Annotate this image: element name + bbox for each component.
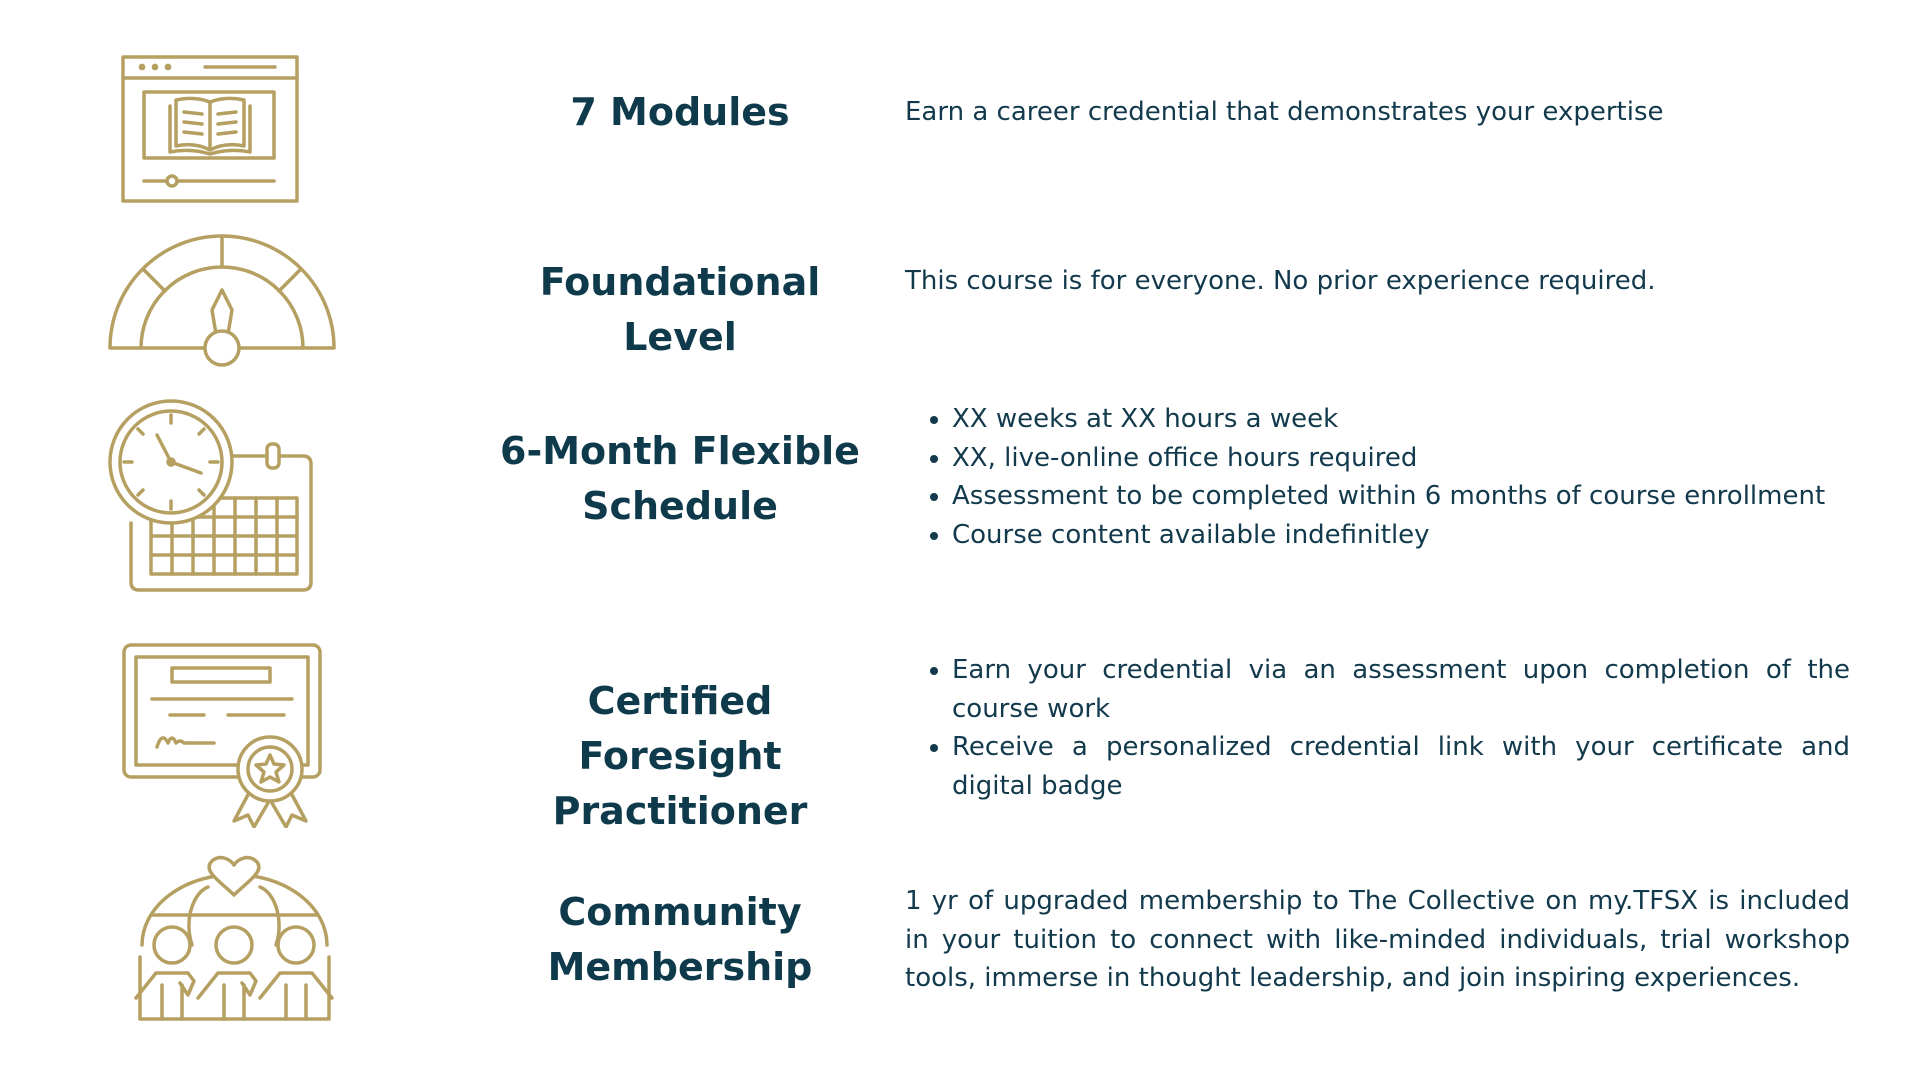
feature-bullet-list bbox=[905, 651, 1850, 805]
bullet-item: • Receive a personalized credential link with your certificate and digital badge bbox=[952, 728, 1850, 805]
bullet-item: • XX, live-online office hours required bbox=[952, 439, 1850, 478]
feature-title-line: 7 Modules bbox=[570, 90, 790, 134]
feature-title-line: Membership bbox=[547, 945, 813, 989]
feature-description-text: This course is for everyone. No prior experience required. bbox=[905, 266, 1656, 296]
online-course-book-icon bbox=[120, 54, 300, 204]
certificate-award-icon bbox=[122, 643, 322, 828]
feature-description bbox=[905, 262, 1850, 301]
feature-title bbox=[480, 255, 880, 365]
feature-title-line: 6-Month Flexible bbox=[500, 429, 860, 473]
bullet-item: • Assessment to be completed within 6 months of course enrollment bbox=[952, 477, 1850, 516]
feature-title-line: Schedule bbox=[582, 484, 778, 528]
feature-title bbox=[480, 85, 880, 140]
feature-title-line: Community bbox=[558, 890, 802, 934]
feature-bullet-list bbox=[905, 400, 1850, 554]
community-globe-heart-icon bbox=[132, 855, 337, 1023]
feature-description bbox=[905, 882, 1850, 998]
bullet-item: • XX weeks at XX hours a week bbox=[952, 400, 1850, 439]
feature-description bbox=[905, 93, 1850, 132]
gauge-meter-icon bbox=[107, 230, 337, 370]
feature-title-line: Certified Foresight bbox=[578, 679, 782, 778]
feature-description-text: 1 yr of upgraded membership to The Collective on my.TFSX is included in your tuition to connect with like-minded individuals, trial workshop tools, immerse in thought leadership, and join inspiring experiences. bbox=[905, 886, 1850, 993]
feature-title bbox=[480, 885, 880, 995]
bullet-item: • Course content available indefinitley bbox=[952, 516, 1850, 555]
feature-title bbox=[480, 424, 880, 534]
clock-calendar-icon bbox=[107, 398, 317, 593]
bullet-item: • Earn your credential via an assessment upon completion of the course work bbox=[952, 651, 1850, 728]
feature-title-line: Foundational Level bbox=[539, 260, 821, 359]
feature-title bbox=[480, 674, 880, 839]
feature-description-text: Earn a career credential that demonstrates your expertise bbox=[905, 97, 1664, 127]
feature-title-line: Practitioner bbox=[552, 789, 808, 833]
